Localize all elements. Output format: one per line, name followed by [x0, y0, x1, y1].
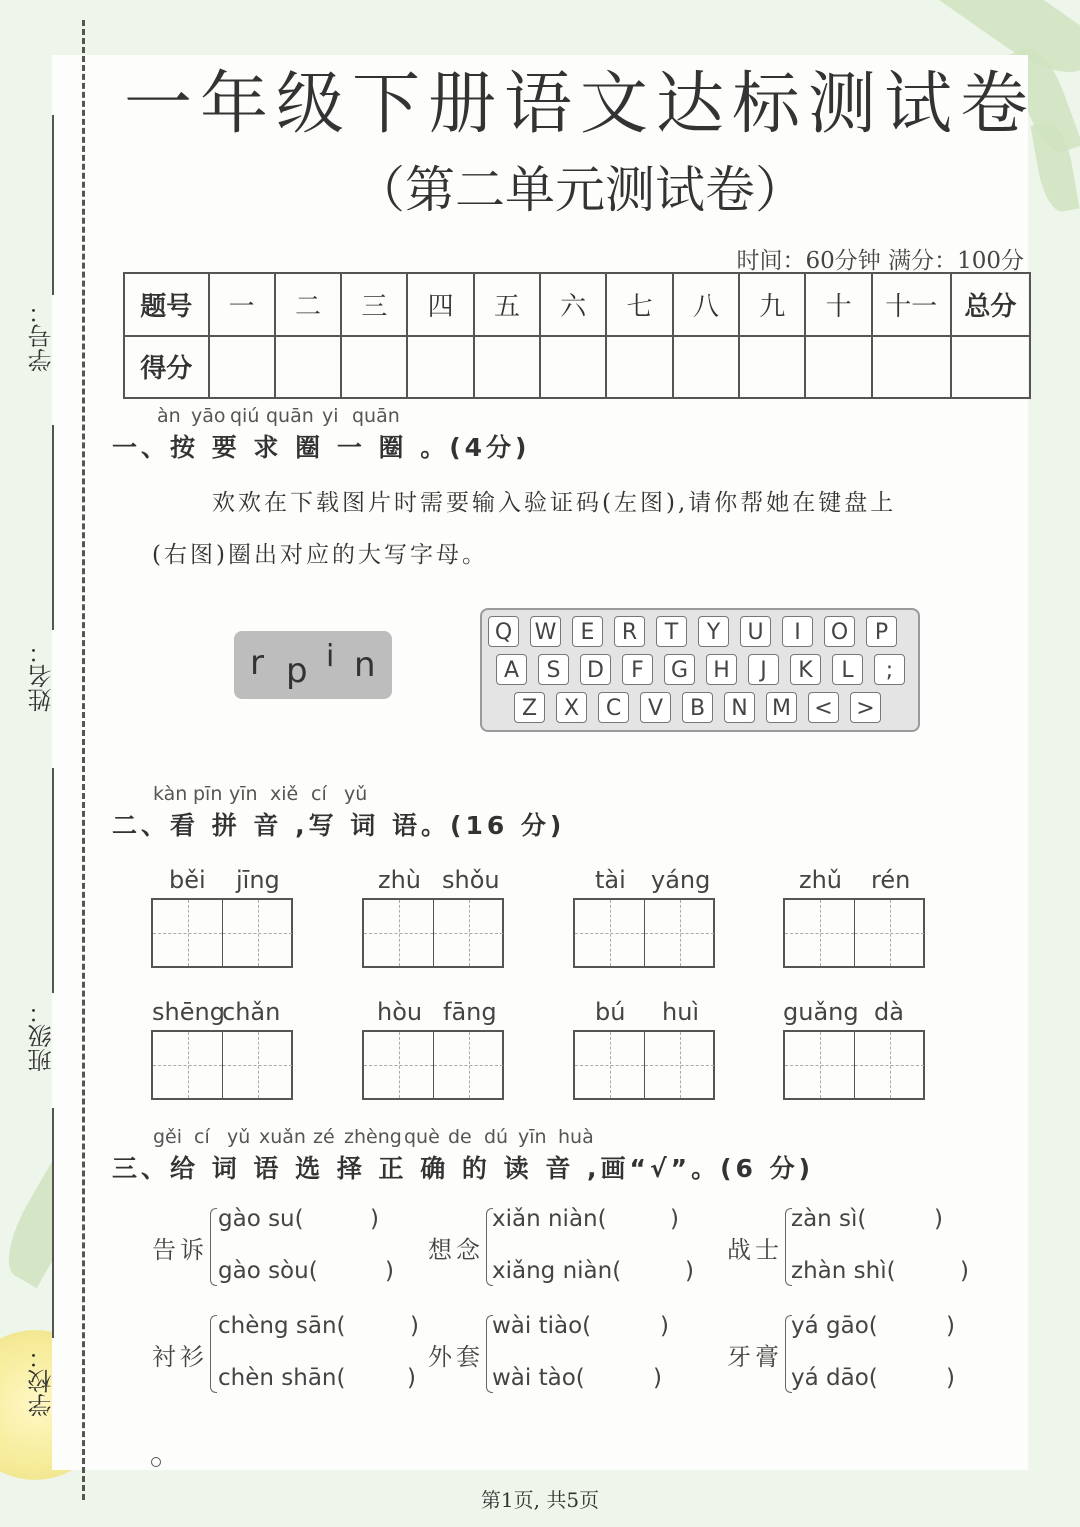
- q1-text-line2: (右图)圈出对应的大写字母。: [152, 542, 488, 568]
- score-input-cell[interactable]: [209, 336, 275, 399]
- key-d[interactable]: D: [580, 654, 611, 685]
- table-cell: 题号: [124, 273, 209, 336]
- score-input-cell[interactable]: [872, 336, 951, 399]
- school-line: [52, 1108, 54, 1338]
- key-y[interactable]: Y: [698, 616, 729, 647]
- q1-pinyin: quān: [266, 405, 314, 427]
- writing-grid[interactable]: [573, 1030, 715, 1100]
- score-table-header-row: [124, 273, 1030, 336]
- writing-grid[interactable]: [783, 1030, 925, 1100]
- word-pinyin: hòu: [377, 998, 423, 1026]
- word-pinyin: chǎn: [222, 998, 281, 1026]
- q2-title: 二、看 拼 音 ,写 词 语。(16 分): [112, 811, 566, 840]
- table-cell: 七: [606, 273, 672, 336]
- writing-grid[interactable]: [362, 898, 504, 968]
- q2-pinyin: yǔ: [344, 783, 368, 805]
- reading-option: gào su(: [218, 1206, 304, 1232]
- score-input-cell[interactable]: [474, 336, 540, 399]
- word-pinyin: dà: [874, 998, 904, 1026]
- table-cell: 三: [341, 273, 407, 336]
- key-k[interactable]: K: [790, 654, 821, 685]
- score-input-cell[interactable]: [407, 336, 473, 399]
- q3-word: 衬衫: [152, 1343, 208, 1371]
- table-cell: 得分: [124, 336, 209, 399]
- key-e[interactable]: E: [572, 616, 603, 647]
- answer-paren[interactable]: ): [370, 1206, 379, 1232]
- writing-grid[interactable]: [362, 1030, 504, 1100]
- captcha-letter: r: [250, 643, 264, 683]
- q3-word: 告诉: [152, 1236, 208, 1264]
- key-n[interactable]: N: [724, 692, 755, 723]
- reading-option: gào sòu(: [218, 1258, 318, 1284]
- table-cell: 十一: [872, 273, 951, 336]
- q3-title: 三、给 词 语 选 择 正 确 的 读 音 ,画“√”。(6 分): [112, 1154, 815, 1183]
- name-line: [52, 425, 54, 630]
- word-pinyin: shǒu: [442, 866, 500, 894]
- key-l[interactable]: L: [832, 654, 863, 685]
- table-cell: 八: [673, 273, 739, 336]
- score-table: [123, 272, 1031, 399]
- q3-pinyin: què: [404, 1126, 440, 1148]
- q3-word: 想念: [428, 1236, 484, 1264]
- reading-option: chèng sān(: [218, 1313, 346, 1339]
- q2-pinyin: xiě: [270, 783, 299, 805]
- table-cell: 六: [540, 273, 606, 336]
- q1-pinyin: yāo: [191, 405, 226, 427]
- answer-paren[interactable]: ): [946, 1365, 955, 1391]
- score-input-cell[interactable]: [341, 336, 407, 399]
- key-f[interactable]: F: [622, 654, 653, 685]
- answer-paren[interactable]: ): [670, 1206, 679, 1232]
- writing-grid[interactable]: [151, 1030, 293, 1100]
- q3-pinyin: yīn: [518, 1126, 547, 1148]
- word-pinyin: jīng: [236, 866, 280, 894]
- binding-dashed-line: [82, 20, 85, 1500]
- score-input-cell[interactable]: [606, 336, 672, 399]
- word-pinyin: guǎng: [783, 998, 859, 1026]
- q3-pinyin: xuǎn: [259, 1126, 306, 1148]
- key-w[interactable]: W: [530, 616, 561, 647]
- word-pinyin: shēng: [152, 998, 225, 1026]
- q3-word: 牙膏: [727, 1343, 783, 1371]
- school-label: 学校：: [28, 1345, 56, 1417]
- table-cell: 二: [275, 273, 341, 336]
- q3-pinyin: de: [448, 1126, 472, 1148]
- page-subtitle: （第二单元测试卷）: [355, 161, 805, 219]
- answer-paren[interactable]: ): [660, 1313, 669, 1339]
- key-g[interactable]: G: [664, 654, 695, 685]
- key-z[interactable]: Z: [514, 692, 545, 723]
- q2-pinyin: yīn: [229, 783, 258, 805]
- q1-text-line1: 欢欢在下载图片时需要输入验证码(左图),请你帮她在键盘上: [212, 490, 897, 516]
- word-pinyin: běi: [169, 866, 206, 894]
- page-title: 一年级下册语文达标测试卷: [123, 65, 1036, 144]
- captcha-letter: p: [286, 651, 308, 691]
- brace: [210, 1315, 217, 1393]
- key-p[interactable]: P: [866, 616, 897, 647]
- writing-grid[interactable]: [151, 898, 293, 968]
- score-input-cell[interactable]: [673, 336, 739, 399]
- key-u[interactable]: U: [740, 616, 771, 647]
- word-pinyin: bú: [595, 998, 626, 1026]
- table-cell: 九: [739, 273, 805, 336]
- key-o[interactable]: O: [824, 616, 855, 647]
- answer-paren[interactable]: ): [410, 1313, 419, 1339]
- table-cell: 四: [407, 273, 473, 336]
- q2-pinyin: cí: [311, 783, 327, 805]
- word-pinyin: zhǔ: [799, 866, 843, 894]
- q1-pinyin: qiú: [230, 405, 260, 427]
- score-input-cell[interactable]: [805, 336, 871, 399]
- writing-grid[interactable]: [783, 898, 925, 968]
- reading-option: xiǎng niàn(: [492, 1258, 622, 1284]
- score-table-score-row: [124, 336, 1030, 399]
- q2-pinyin: pīn: [193, 783, 223, 805]
- reading-option: wài tiào(: [492, 1313, 592, 1339]
- page-footer: 第1页, 共5页: [480, 1488, 600, 1512]
- answer-paren[interactable]: ): [407, 1365, 416, 1391]
- word-pinyin: yáng: [651, 866, 711, 894]
- word-pinyin: zhù: [378, 866, 422, 894]
- answer-paren[interactable]: ): [385, 1258, 394, 1284]
- class-line: [52, 768, 54, 993]
- name-label: 姓名：: [28, 640, 56, 712]
- q3-pinyin: huà: [558, 1126, 594, 1148]
- key-j[interactable]: J: [748, 654, 779, 685]
- key-i[interactable]: I: [782, 616, 813, 647]
- key-m[interactable]: M: [766, 692, 797, 723]
- answer-paren[interactable]: ): [685, 1258, 694, 1284]
- q1-pinyin: yi: [322, 405, 339, 427]
- key-b[interactable]: B: [682, 692, 713, 723]
- reading-option: xiǎn niàn(: [492, 1206, 607, 1232]
- key-q[interactable]: Q: [488, 616, 519, 647]
- word-pinyin: rén: [871, 866, 911, 894]
- key-a[interactable]: A: [496, 654, 527, 685]
- q3-word: 外套: [428, 1343, 484, 1371]
- reading-option: yá dāo(: [791, 1365, 878, 1391]
- q3-word: 战士: [727, 1236, 783, 1264]
- captcha-letter: i: [326, 639, 335, 674]
- word-pinyin: tài: [595, 866, 626, 894]
- word-pinyin: fāng: [443, 998, 497, 1026]
- reading-option: yá gāo(: [791, 1313, 878, 1339]
- key-greater-than[interactable]: >: [850, 692, 881, 723]
- word-pinyin: huì: [662, 998, 700, 1026]
- q1-title: 一、按 要 求 圈 一 圈 。(4分): [112, 433, 531, 462]
- key-t[interactable]: T: [656, 616, 687, 647]
- score-input-cell[interactable]: [739, 336, 805, 399]
- key-v[interactable]: V: [640, 692, 671, 723]
- answer-paren[interactable]: ): [946, 1313, 955, 1339]
- class-label: 班级：: [28, 1000, 56, 1072]
- student-id-label: 学号：: [28, 300, 56, 372]
- answer-paren[interactable]: ): [653, 1365, 662, 1391]
- reading-option: wài tào(: [492, 1365, 585, 1391]
- table-cell: 一: [209, 273, 275, 336]
- student-id-line: [52, 115, 54, 295]
- q2-pinyin: kàn: [153, 783, 188, 805]
- q1-pinyin: àn: [157, 405, 181, 427]
- keyboard-image: [480, 608, 920, 732]
- q3-pinyin: zhèng: [344, 1126, 402, 1148]
- key-x[interactable]: X: [556, 692, 587, 723]
- reading-option: zàn sì(: [791, 1206, 867, 1232]
- writing-grid[interactable]: [573, 898, 715, 968]
- answer-paren[interactable]: ): [960, 1258, 969, 1284]
- captcha-image: [234, 631, 392, 699]
- table-cell: 总分: [951, 273, 1030, 336]
- key-h[interactable]: H: [706, 654, 737, 685]
- reading-option: chèn shān(: [218, 1365, 346, 1391]
- q1-pinyin: quān: [352, 405, 400, 427]
- table-cell: 五: [474, 273, 540, 336]
- q3-pinyin: zé: [313, 1126, 335, 1148]
- key-s[interactable]: S: [538, 654, 569, 685]
- q3-pinyin: cí: [194, 1126, 210, 1148]
- q3-pinyin: yǔ: [227, 1126, 251, 1148]
- key-r[interactable]: R: [614, 616, 645, 647]
- brace: [210, 1208, 217, 1286]
- q3-pinyin: gěi: [153, 1126, 183, 1148]
- key-c[interactable]: C: [598, 692, 629, 723]
- answer-paren[interactable]: ): [934, 1206, 943, 1232]
- q3-pinyin: dú: [484, 1126, 509, 1148]
- time-info: 时间：60分钟 满分：100分: [736, 248, 1024, 274]
- score-input-cell[interactable]: [275, 336, 341, 399]
- key-less-than[interactable]: <: [808, 692, 839, 723]
- reading-option: zhàn shì(: [791, 1258, 896, 1284]
- table-cell: 十: [805, 273, 871, 336]
- small-circle-mark: [151, 1457, 161, 1467]
- key-semicolon[interactable]: ;: [874, 654, 905, 685]
- score-input-cell[interactable]: [540, 336, 606, 399]
- captcha-letter: n: [354, 645, 376, 685]
- score-input-cell[interactable]: [951, 336, 1030, 399]
